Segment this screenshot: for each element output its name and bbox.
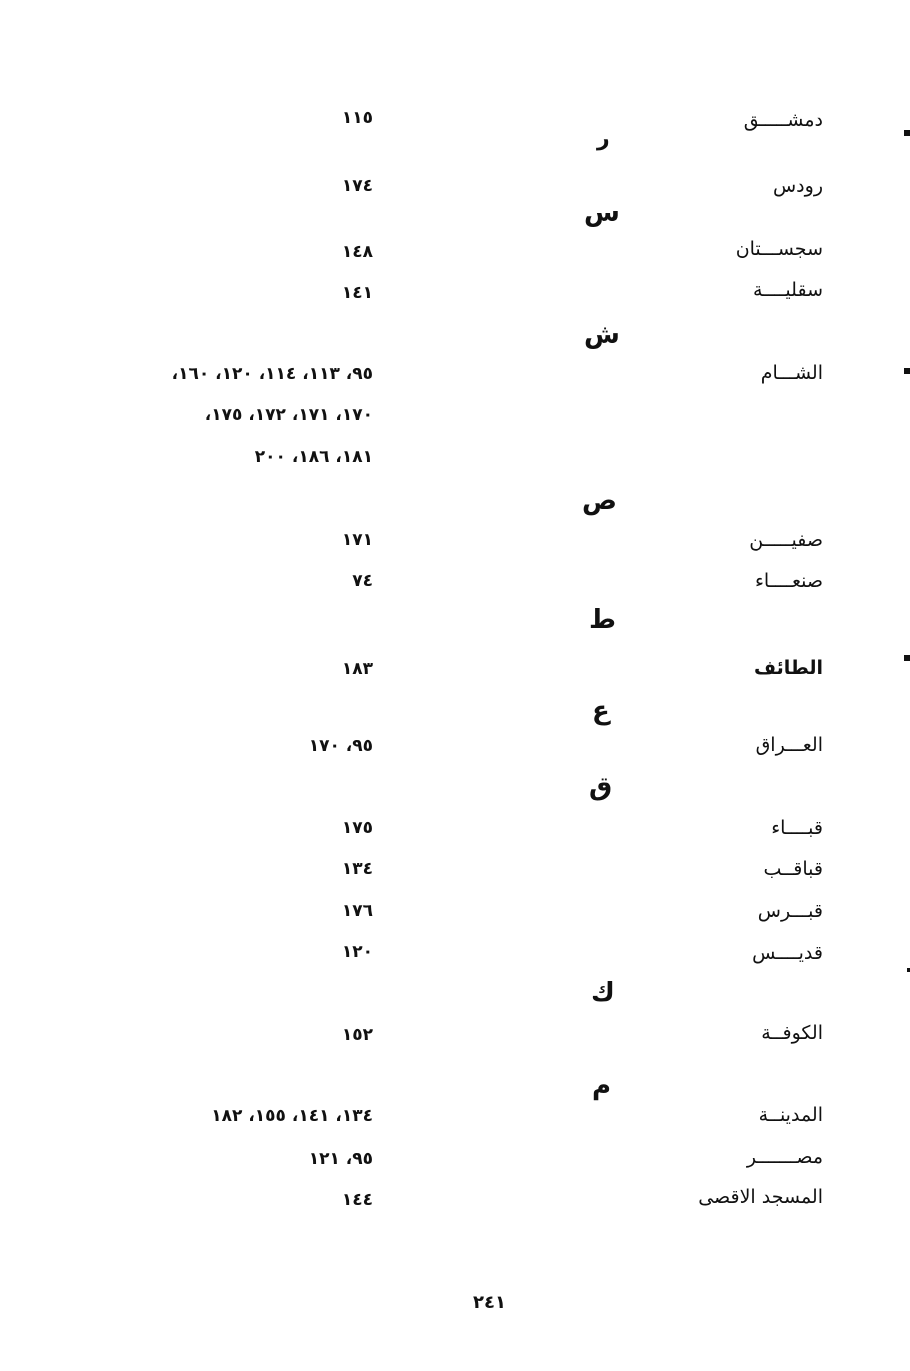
- entry-pages: ١٧٦: [341, 901, 373, 921]
- section-letter-sad: ص: [582, 486, 617, 516]
- entry-name: المدينــة: [758, 1104, 823, 1126]
- entry-name: قباقــب: [763, 858, 823, 880]
- entry-name: رودس: [772, 175, 823, 197]
- entry-pages: ١٣٤، ١٤١، ١٥٥، ١٨٢: [211, 1106, 373, 1126]
- entry-name: العـــراق: [755, 734, 823, 756]
- entry-name: المسجد الاقصى: [698, 1186, 823, 1208]
- entry-name: قبـــرس: [757, 900, 823, 922]
- entry-pages: ١٥٢: [341, 1025, 373, 1045]
- entry-name: الطائف: [753, 657, 823, 679]
- scan-edge-mark: [904, 368, 910, 374]
- section-letter-sin: س: [584, 198, 620, 228]
- entry-pages: ١٤٤: [341, 1190, 373, 1210]
- page-number: ٢٤١: [473, 1292, 506, 1313]
- entry-pages: ١٨٣: [341, 659, 373, 679]
- section-letter-ayn: ع: [592, 696, 610, 726]
- entry-pages: ١٢٠: [341, 942, 373, 962]
- section-letter-ta: ط: [589, 605, 617, 635]
- scan-edge-mark: [904, 655, 910, 661]
- entry-pages: ١٤٨: [341, 242, 373, 262]
- entry-pages: ١٧٠، ١٧١، ١٧٢، ١٧٥،: [204, 405, 373, 425]
- entry-pages: ١٧٤: [341, 176, 373, 196]
- entry-pages: ١٣٤: [341, 859, 373, 879]
- entry-name: قديــــس: [752, 942, 823, 964]
- section-letter-kaf: ك: [591, 978, 615, 1008]
- entry-pages: ٩٥، ١٢١: [308, 1149, 373, 1169]
- section-letter-mim: م: [592, 1071, 612, 1101]
- entry-pages: ١٨١، ١٨٦، ٢٠٠: [254, 447, 373, 467]
- entry-pages: ٧٤: [352, 571, 373, 591]
- entry-name: الكوفــة: [761, 1022, 823, 1044]
- entry-name: صنعــــاء: [754, 570, 823, 592]
- entry-name: دمشـــــق: [743, 109, 823, 131]
- entry-pages: ١١٥: [341, 108, 373, 128]
- entry-name: قبــــاء: [771, 817, 823, 839]
- section-letter-shin: ش: [584, 320, 620, 350]
- entry-pages: ١٧١: [341, 530, 373, 550]
- entry-name: الشـــام: [760, 362, 823, 384]
- section-letter-qaf: ق: [589, 772, 613, 802]
- scan-edge-mark: [904, 130, 910, 136]
- entry-name: سقليــــة: [752, 279, 823, 301]
- entry-pages: ١٤١: [341, 283, 373, 303]
- entry-name: صفيـــــن: [749, 529, 823, 551]
- entry-pages: ٩٥، ١١٣، ١١٤، ١٢٠، ١٦٠،: [171, 364, 373, 384]
- section-letter-ra: ر: [597, 126, 610, 151]
- entry-pages: ٩٥، ١٧٠: [308, 736, 373, 756]
- entry-pages: ١٧٥: [341, 818, 373, 838]
- entry-name: سجســـتان: [735, 238, 823, 260]
- entry-name: مصـــــــر: [746, 1146, 823, 1168]
